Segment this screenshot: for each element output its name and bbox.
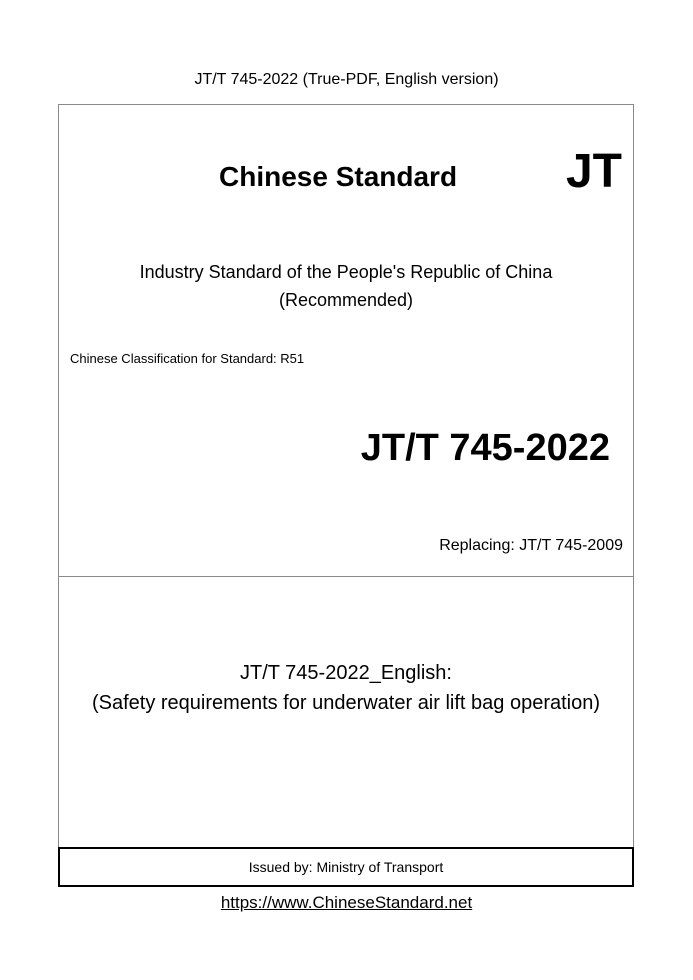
english-title-line-2: (Safety requirements for underwater air lift bag operation) <box>91 692 601 714</box>
industry-line-1: Industry Standard of the People's Republic of China <box>139 262 553 282</box>
english-title-line-1: JT/T 745-2022_English: <box>240 662 452 684</box>
website-link[interactable]: https://www.ChineseStandard.net <box>220 893 473 912</box>
industry-line-2: (Recommended) <box>278 290 414 310</box>
cover-box <box>58 104 634 887</box>
footer <box>0 893 693 913</box>
standard-number: JT/T 745-2022 <box>360 427 610 469</box>
issued-by-box: Issued by: Ministry of Transport <box>58 847 634 887</box>
industry-statement <box>59 258 633 314</box>
cover-upper-section <box>59 105 633 577</box>
classification-text: Chinese Classification for Standard: R51 <box>70 351 305 366</box>
english-title <box>59 658 633 718</box>
code-mark: JT <box>565 145 622 198</box>
replacing-text: Replacing: JT/T 745-2009 <box>439 537 623 554</box>
standard-label: Chinese Standard <box>219 161 458 192</box>
page-header: JT/T 745-2022 (True-PDF, English version) <box>194 71 499 88</box>
